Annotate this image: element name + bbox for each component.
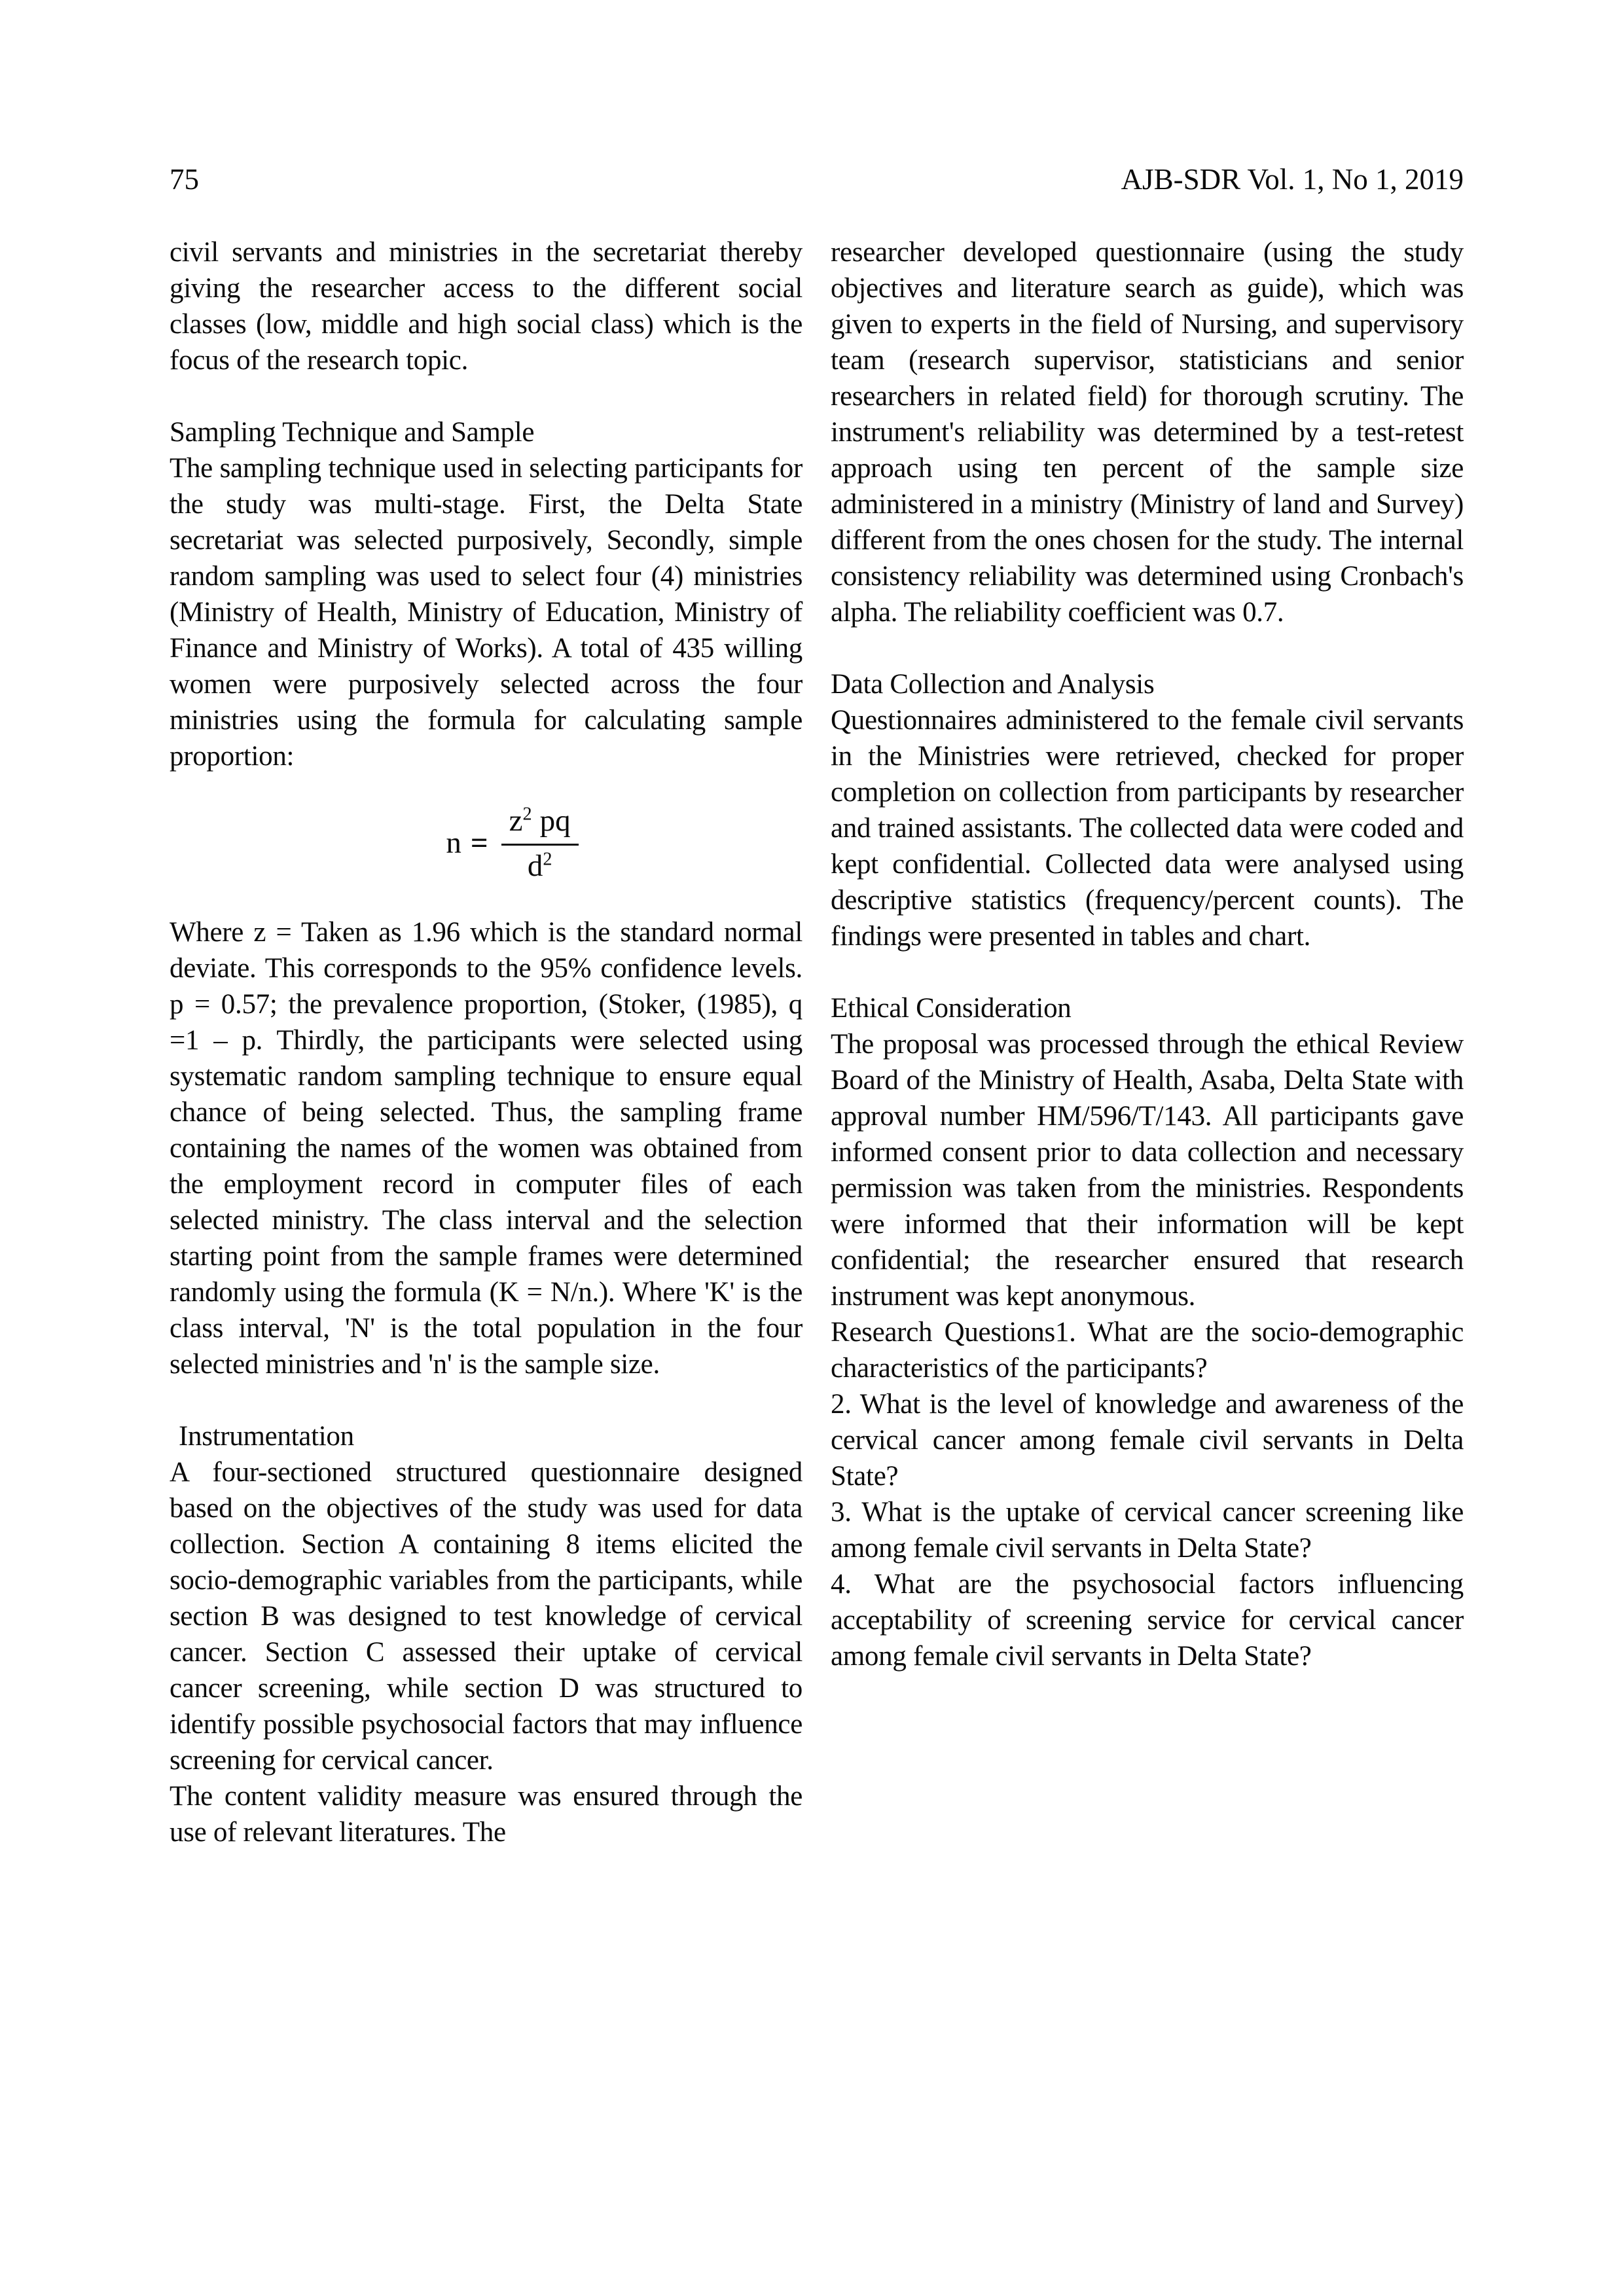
denominator-base: d xyxy=(527,848,543,883)
left-column xyxy=(170,234,803,1850)
formula-denominator xyxy=(528,846,552,884)
ethical-consideration-heading: Ethical Consideration xyxy=(831,993,1072,1024)
page-header xyxy=(170,165,1464,194)
instrumentation-heading: Instrumentation xyxy=(179,1421,354,1452)
research-question-2: 2. What is the level of knowledge and awareness of the cervical cancer among female civil servants in Delta State? xyxy=(831,1389,1464,1492)
sampling-technique-heading: Sampling Technique and Sample xyxy=(170,417,535,448)
research-question-3: 3. What is the uptake of cervical cancer screening like among female civil servants in Delta State? xyxy=(831,1497,1464,1564)
right-column xyxy=(831,234,1464,1850)
formula-equals: = xyxy=(470,826,488,861)
journal-reference: AJB-SDR Vol. 1, No 1, 2019 xyxy=(1121,163,1464,196)
denominator-exponent: 2 xyxy=(543,849,552,870)
data-collection-heading: Data Collection and Analysis xyxy=(831,669,1155,700)
sample-size-formula xyxy=(170,804,803,883)
page-number: 75 xyxy=(170,163,199,196)
intro-continuation-paragraph: civil servants and ministries in the secretariat thereby giving the researcher access to the different social classes (low, middle and high social class) which is the focus of the research topic. xyxy=(170,237,803,376)
formula-lhs: n xyxy=(446,826,461,861)
instrumentation-paragraph: A four-sectioned structured questionnaire designed based on the objectives of the study was used for data collection. Section A containing 8 items elicited the socio-demographic variables from the participants, while section B was designed to test knowledge of cervical cancer. Section C assessed their uptake of cervical cancer screening, while section D was structured to identify possible psychosocial factors that may influence screening for cervical cancer. xyxy=(170,1457,803,1776)
research-questions-intro-paragraph: Research Questions1. What are the socio-demographic characteristics of the participants? xyxy=(831,1317,1464,1384)
numerator-exponent: 2 xyxy=(522,804,532,825)
sampling-paragraph: The sampling technique used in selecting participants for the study was multi-stage. First, the Delta State secretariat was selected purposively, Secondly, simple random sampling was used to select four (4) ministries (Ministry of Health, Ministry of Education, Ministry of Finance and Ministry of Works). A total of 435 willing women were purposively selected across the four ministries using the formula for calculating sample proportion: xyxy=(170,453,803,772)
research-question-4: 4. What are the psychosocial factors influencing acceptability of screening service for cervical cancer among female civil servants in Delta State? xyxy=(831,1569,1464,1672)
formula-numerator xyxy=(501,804,579,846)
instrument-reliability-paragraph: researcher developed questionnaire (using the study objectives and literature search as guide), which was given to experts in the field of Nursing, and supervisory team (research supervisor, statisticians and senior researchers in related field) for thorough scrutiny. The instrument's reliability was determined by a test-retest approach using ten percent of the sample size administered in a ministry (Ministry of land and Survey) different from the ones chosen for the study. The internal consistency reliability was determined using Cronbach's alpha. The reliability coefficient was 0.7. xyxy=(831,237,1464,628)
ethical-consideration-paragraph: The proposal was processed through the ethical Review Board of the Ministry of Health, Asaba, Delta State with approval number HM/596/T/143. All participants gave informed consent prior to data collection and necessary permission was taken from the ministries. Respondents were informed that their information will be kept confidential; the researcher ensured that research instrument was kept anonymous. xyxy=(831,1029,1464,1312)
where-z-paragraph: Where z = Taken as 1.96 which is the standard normal deviate. This corresponds to the 95% confidence levels. p = 0.57; the prevalence proportion, (Stoker, (1985), q =1 – p. Thirdly, the participants were selected using systematic random sampling technique to ensure equal chance of being selected. Thus, the sampling frame containing the names of the women was obtained from the employment record in computer files of each selected ministry. The class interval and the selection starting point from the sample frames were determined randomly using the formula (K = N/n.). Where 'K' is the class interval, 'N' is the total population in the four selected ministries and 'n' is the sample size. xyxy=(170,917,803,1380)
formula-fraction xyxy=(501,804,579,883)
data-collection-paragraph: Questionnaires administered to the female civil servants in the Ministries were retrieved, checked for proper completion on collection from participants by researcher and trained assistants. The collected data were coded and kept confidential. Collected data were analysed using descriptive statistics (frequency/percent counts). The findings were presented in tables and chart. xyxy=(831,705,1464,952)
two-column-body xyxy=(170,234,1464,1850)
content-validity-paragraph: The content validity measure was ensured through the use of relevant literatures. The xyxy=(170,1781,803,1848)
numerator-rest: pq xyxy=(539,804,571,838)
numerator-base: z xyxy=(509,804,523,838)
